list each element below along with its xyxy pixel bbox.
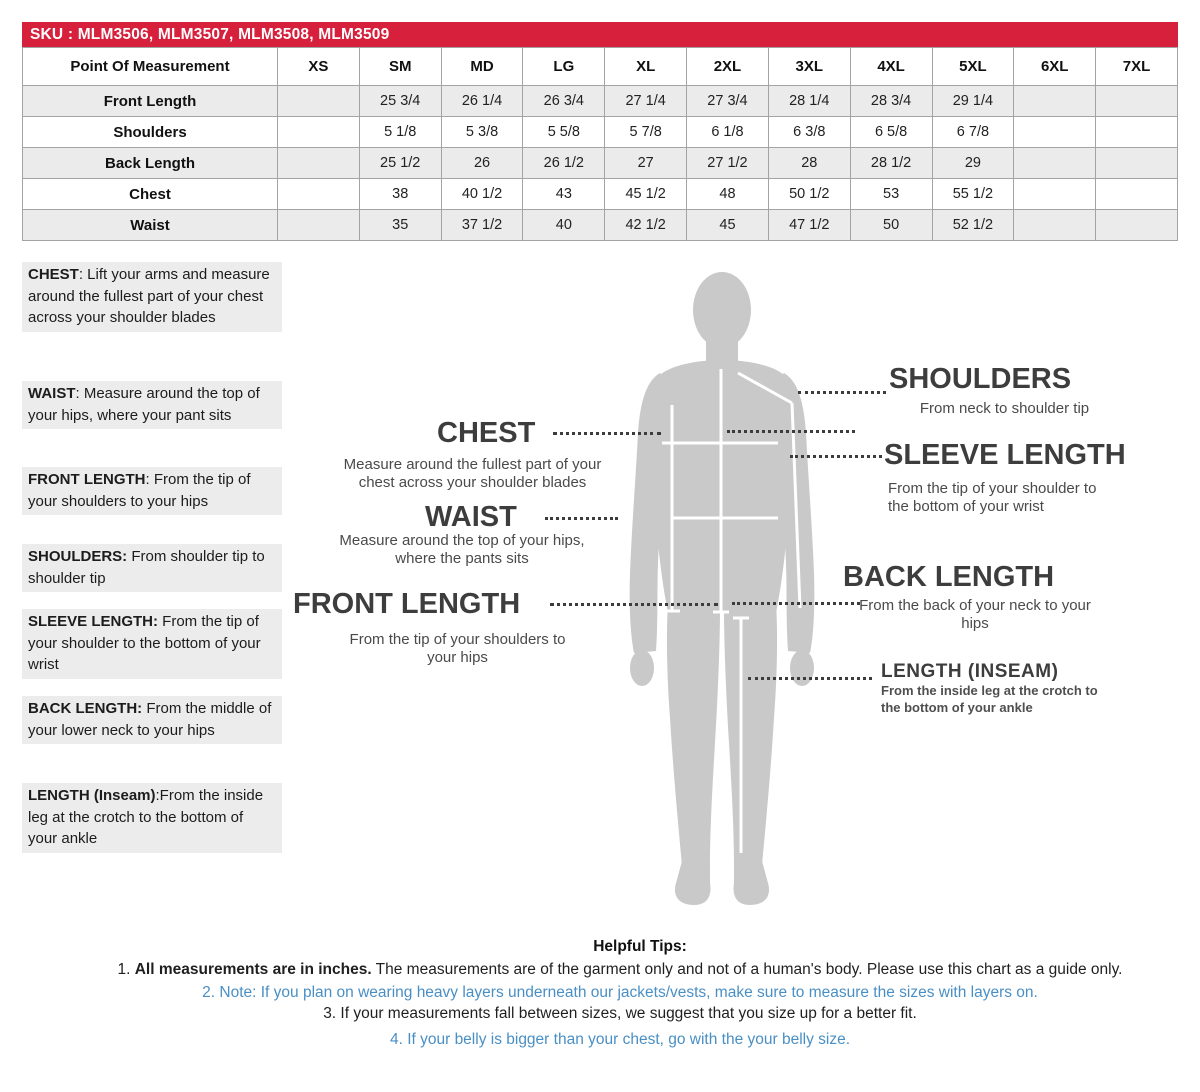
definition-text: :From the inside leg at the crotch to the bottom of your ankle: [28, 787, 264, 847]
diagram-label-chest: CHEST: [437, 417, 536, 449]
size-cell: 27 3/4: [687, 86, 769, 117]
size-cell: 50 1/2: [768, 179, 850, 210]
definition-block-back-length: [22, 696, 282, 744]
size-cell: 5 5/8: [523, 117, 605, 148]
tip-number: 1.: [117, 961, 135, 978]
definition-text: : Measure around the top of your hips, where your pant sits: [28, 385, 260, 424]
tip-text: If your belly is bigger than your chest, go with the your belly size.: [407, 1031, 851, 1048]
tip-item-3: [40, 1005, 1200, 1023]
tip-text: Note: If you plan on wearing heavy layers underneath our jackets/vests, make sure to measure the sizes with layers on.: [219, 984, 1038, 1001]
size-cell: [1014, 148, 1096, 179]
definition-term: CHEST: [28, 266, 79, 283]
size-cell: [278, 210, 360, 241]
size-cell: [1096, 148, 1178, 179]
row-label: Waist: [23, 210, 278, 241]
size-cell: [278, 148, 360, 179]
column-header: 3XL: [768, 48, 850, 86]
front-length-leader-line: [550, 603, 718, 606]
definition-term: WAIST: [28, 385, 76, 402]
size-cell: [1096, 117, 1178, 148]
definition-text: From the tip of your shoulder to the bottom of your wrist: [28, 613, 261, 673]
size-cell: 45 1/2: [605, 179, 687, 210]
size-cell: 26 3/4: [523, 86, 605, 117]
sleeve-leader-line: [790, 455, 882, 458]
column-header: 5XL: [932, 48, 1014, 86]
diagram-sublabel-chest: Measure around the fullest part of your chest across your shoulder blades: [343, 456, 602, 491]
diagram-sublabel-sleeve-length: From the tip of your shoulder to the bottom of your wrist: [888, 480, 1097, 515]
tip-number: 2.: [202, 984, 220, 1001]
column-header: MD: [441, 48, 523, 86]
size-cell: 6 7/8: [932, 117, 1014, 148]
diagram-sublabel-shoulders: From neck to shoulder tip: [919, 400, 1090, 417]
column-header: 4XL: [850, 48, 932, 86]
size-cell: 27 1/2: [687, 148, 769, 179]
size-cell: [1014, 179, 1096, 210]
diagram-sublabel-inseam: From the inside leg at the crotch to the bottom of your ankle: [881, 683, 1098, 715]
table-row: [23, 179, 1178, 210]
size-cell: 38: [359, 179, 441, 210]
size-table: [22, 47, 1178, 241]
size-cell: 25 3/4: [359, 86, 441, 117]
tip-item-1: [40, 961, 1200, 979]
size-cell: 37 1/2: [441, 210, 523, 241]
tip-text: The measurements are of the garment only and not of a human's body. Please use this chart as a guide only.: [371, 961, 1123, 978]
tip-bold-text: All measurements are in inches.: [134, 961, 372, 978]
definition-text: : From the tip of your shoulders to your hips: [28, 471, 251, 510]
sku-bar: SKU : MLM3506, MLM3507, MLM3508, MLM3509: [22, 22, 1178, 47]
size-cell: 52 1/2: [932, 210, 1014, 241]
column-header: SM: [359, 48, 441, 86]
row-label: Front Length: [23, 86, 278, 117]
definition-term: FRONT LENGTH: [28, 471, 146, 488]
chest-leader-line-right: [727, 430, 855, 433]
column-header: XL: [605, 48, 687, 86]
column-header: Point Of Measurement: [23, 48, 278, 86]
size-cell: 5 1/8: [359, 117, 441, 148]
size-cell: 6 3/8: [768, 117, 850, 148]
waist-leader-line: [545, 517, 618, 520]
size-cell: 28 1/4: [768, 86, 850, 117]
size-cell: 6 1/8: [687, 117, 769, 148]
definition-block-shoulders: [22, 544, 282, 592]
size-cell: 26 1/4: [441, 86, 523, 117]
size-cell: 26 1/2: [523, 148, 605, 179]
size-cell: 27: [605, 148, 687, 179]
column-header: 6XL: [1014, 48, 1096, 86]
definition-block-inseam: [22, 783, 282, 853]
size-cell: [1096, 86, 1178, 117]
definition-text: From the middle of your lower neck to your hips: [28, 700, 272, 739]
table-row: [23, 86, 1178, 117]
size-cell: 35: [359, 210, 441, 241]
size-cell: 47 1/2: [768, 210, 850, 241]
body-silhouette: [620, 263, 824, 913]
row-label: Chest: [23, 179, 278, 210]
size-cell: 5 3/8: [441, 117, 523, 148]
definition-text: From shoulder tip to shoulder tip: [28, 548, 265, 587]
size-cell: [1014, 86, 1096, 117]
chest-leader-line: [553, 432, 661, 435]
definition-term: LENGTH (Inseam): [28, 787, 156, 804]
inseam-leader-line: [748, 677, 872, 680]
diagram-sublabel-front-length: From the tip of your shoulders to your hips: [349, 631, 566, 666]
size-cell: 28 3/4: [850, 86, 932, 117]
tip-text: If your measurements fall between sizes, we suggest that you size up for a better fit.: [340, 1005, 917, 1022]
column-header: LG: [523, 48, 605, 86]
diagram-label-sleeve-length: SLEEVE LENGTH: [884, 439, 1126, 471]
size-cell: 29 1/4: [932, 86, 1014, 117]
size-cell: 25 1/2: [359, 148, 441, 179]
size-cell: [278, 117, 360, 148]
back-length-leader-line: [732, 602, 860, 605]
size-cell: 45: [687, 210, 769, 241]
definition-text: : Lift your arms and measure around the fullest part of your chest across your shoulder blades: [28, 266, 270, 326]
definition-term: SLEEVE LENGTH:: [28, 613, 159, 630]
column-header: 2XL: [687, 48, 769, 86]
definition-block-sleeve-length: [22, 609, 282, 679]
size-cell: 28 1/2: [850, 148, 932, 179]
size-cell: 55 1/2: [932, 179, 1014, 210]
size-cell: 26: [441, 148, 523, 179]
diagram-label-back-length: BACK LENGTH: [843, 561, 1055, 593]
definition-term: BACK LENGTH:: [28, 700, 143, 717]
size-cell: [278, 86, 360, 117]
definition-block-waist: [22, 381, 282, 429]
size-cell: [1014, 117, 1096, 148]
size-cell: [1014, 210, 1096, 241]
row-label: Back Length: [23, 148, 278, 179]
size-cell: 40: [523, 210, 605, 241]
size-cell: 53: [850, 179, 932, 210]
diagram-label-inseam: LENGTH (INSEAM): [881, 661, 1059, 682]
size-cell: 27 1/4: [605, 86, 687, 117]
size-cell: 5 7/8: [605, 117, 687, 148]
diagram-label-waist: WAIST: [425, 501, 517, 533]
shoulders-leader-line: [798, 391, 886, 394]
table-row: [23, 117, 1178, 148]
diagram-sublabel-waist: Measure around the top of your hips, where the pants sits: [339, 532, 585, 567]
table-row: [23, 148, 1178, 179]
diagram-label-shoulders: SHOULDERS: [889, 363, 1072, 395]
size-cell: 50: [850, 210, 932, 241]
size-cell: 6 5/8: [850, 117, 932, 148]
definition-term: SHOULDERS:: [28, 548, 128, 565]
size-cell: 43: [523, 179, 605, 210]
size-cell: 40 1/2: [441, 179, 523, 210]
size-cell: 48: [687, 179, 769, 210]
diagram-label-front-length: FRONT LENGTH: [293, 588, 521, 620]
column-header: XS: [278, 48, 360, 86]
size-cell: 29: [932, 148, 1014, 179]
tip-number: 3.: [323, 1005, 341, 1022]
size-cell: [1096, 179, 1178, 210]
tip-item-2: [40, 984, 1200, 1002]
size-cell: [278, 179, 360, 210]
tip-number: 4.: [389, 1031, 408, 1048]
column-header: 7XL: [1096, 48, 1178, 86]
tips-heading: Helpful Tips:: [593, 938, 687, 955]
table-row: [23, 210, 1178, 241]
definition-block-front-length: [22, 467, 282, 515]
definition-block-chest: [22, 262, 282, 332]
tip-item-4: [40, 1031, 1200, 1049]
size-cell: 42 1/2: [605, 210, 687, 241]
size-cell: 28: [768, 148, 850, 179]
diagram-sublabel-back-length: From the back of your neck to your hips: [859, 597, 1091, 632]
row-label: Shoulders: [23, 117, 278, 148]
table-header-row: [23, 48, 1178, 86]
size-cell: [1096, 210, 1178, 241]
